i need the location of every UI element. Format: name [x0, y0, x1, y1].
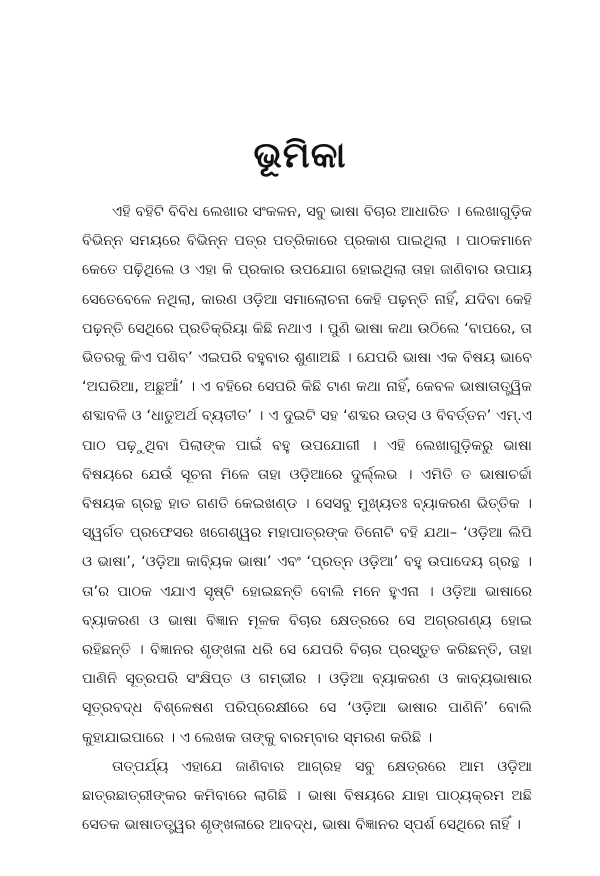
paragraph-2: ତାତ୍ପର୍ଯ୍ୟ ଏହାଯେ ଜାଣିବାର ଆଗ୍ରହ ସବୁ କ୍ଷେତ୍ରରେ ଆମ ଓଡ଼ିଆ ଛାତ୍ରଛାତ୍ରୀଙ୍କର କମିବାରେ ଲାଗିଛି । ଭାଷା ବିଷୟରେ ଯାହା ପାଠ୍ୟକ୍ରମ ଅଛି ସେତକ ଭାଷାତତ୍ତ୍ୱର ଶୃଙ୍ଖଳାରେ ଆବଦ୍ଧ, ଭାଷା ବିଜ୍ଞାନର ସ୍ପର୍ଶ ସେଥିରେ ନାହିଁ ।: [82, 758, 532, 834]
preface-body: [82, 198, 532, 840]
page-title: ଭୂମିକା: [253, 135, 347, 177]
paragraph-1: ଏହି ବହିଟି ବିବିଧ ଲେଖାର ସଂକଳନ, ସବୁ ଭାଷା ବିଚାର ଆଧାରିତ । ଲେଖାଗୁଡ଼ିକ ବିଭିନ୍ନ ସମୟରେ ବିଭିନ୍ନ ପତ୍ର ପତ୍ରିକାରେ ପ୍ରକାଶ ପାଇଥିଲା । ପାଠକମାନେ କେତେ ପଢ଼ିଥିଲେ ଓ ଏହା କି ପ୍ରକାର ଉପଯୋଗ ହୋଇଥିଲା ତାହା ଜାଣିବାର ଉପାୟ ସେତେବେଳେ ନଥିଲା, କାରଣ ଓଡ଼ିଆ ସମାଲୋଚନା କେହି ପଢ଼ନ୍ତି ନାହିଁ, ଯଦିବା କେହି ପଢ଼ନ୍ତି ସେଥିରେ ପ୍ରତିକ୍ରିୟା କିଛି ନଥାଏ । ପୁଣି ଭାଷା କଥା ଉଠିଲେ ‘ବାପରେ, ତା ଭିତରକୁ କିଏ ପଶିବ’ ଏଇପରି ବହୁବାର ଶୁଣାଅଛି । ଯେପରି ଭାଷା ଏକ ବିଷୟ ଭାବେ ‘ଅଘରିଆ, ଅଛୁଆଁ’ । ଏ ବହିରେ ସେପରି କିଛି ଟାଣ କଥା ନାହିଁ, କେବଳ ଭାଷାତାତ୍ତ୍ୱିକ ଶବ୍ଦାବଳି ଓ ‘ଧାତୁଅର୍ଥ ବ୍ୟତୀତ’ । ଏ ଦୁଇଟି ସହ ‘ଶବ୍ଦର ଉତ୍ସ ଓ ବିବର୍ତ୍ତନ’ ଏମ୍.ଏ ପାଠ ପଢ଼ୁଥିବା ପିଲାଙ୍କ ପାଇଁ ବହୁ ଉପଯୋଗୀ । ଏହି ଲେଖାଗୁଡ଼ିକରୁ ଭାଷା ବିଷୟରେ ଯେଉଁ ସୂଚନା ମିଳେ ତାହା ଓଡ଼ିଆରେ ଦୁର୍ଲ୍ଲଭ । ଏମିତି ତ ଭାଷାଚର୍ଚ୍ଚା ବିଷୟକ ଗ୍ରନ୍ଥ ହାତ ଗଣତି କେଇଖଣ୍ଡ । ସେସବୁ ମୁଖ୍ୟତଃ ବ୍ୟାକରଣ ଭିତ୍ତିକ । ସ୍ୱର୍ଗତ ପ୍ରଫେସର ଖଗେଶ୍ୱର ମହାପାତ୍ରଙ୍କ ତିନୋଟି ବହି ଯଥା– ‘ଓଡ଼ିଆ ଲିପି ଓ ଭାଷା’, ‘ଓଡ଼ିଆ କାବ୍ୟିକ ଭାଷା’ ଏବଂ ‘ପ୍ରତ୍ନ ଓଡ଼ିଆ’ ବହୁ ଉପାଦେୟ ଗ୍ରନ୍ଥ । ତା’ର ପାଠକ ଏଯାଏ ସୃଷ୍ଟି ହୋଇଛନ୍ତି ବୋଲି ମନେ ହୁଏନା । ଓଡ଼ିଆ ଭାଷାରେ ବ୍ୟାକରଣ ଓ ଭାଷା ବିଜ୍ଞାନ ମୂଳକ ବିଚାର କ୍ଷେତ୍ରରେ ସେ ଅଗ୍ରଗଣ୍ୟ ହୋଇ ରହିଛନ୍ତି । ବିଜ୍ଞାନର ଶୃଙ୍ଖଳା ଧରି ସେ ଯେପରି ବିଚାର ପ୍ରସ୍ତୁତ କରିଛନ୍ତି, ତାହା ପାଣିନି ସୂତ୍ରପରି ସଂକ୍ଷିପ୍ତ ଓ ଗମ୍ଭୀର । ଓଡ଼ିଆ ବ୍ୟାକରଣ ଓ କାବ୍ୟଭାଷାର ସୂତ୍ରବଦ୍ଧ ବିଶ୍ଳେଷଣ ପରିପ୍ରେକ୍ଷୀରେ ସେ ‘ଓଡ଼ିଆ ଭାଷାର ପାଣିନି’ ବୋଲି କୁହାଯାଇପାରେ । ଏ ଲେଖକ ତାଙ୍କୁ ବାରମ୍ବାର ସ୍ମରଣ କରିଛି ।: [82, 204, 532, 746]
